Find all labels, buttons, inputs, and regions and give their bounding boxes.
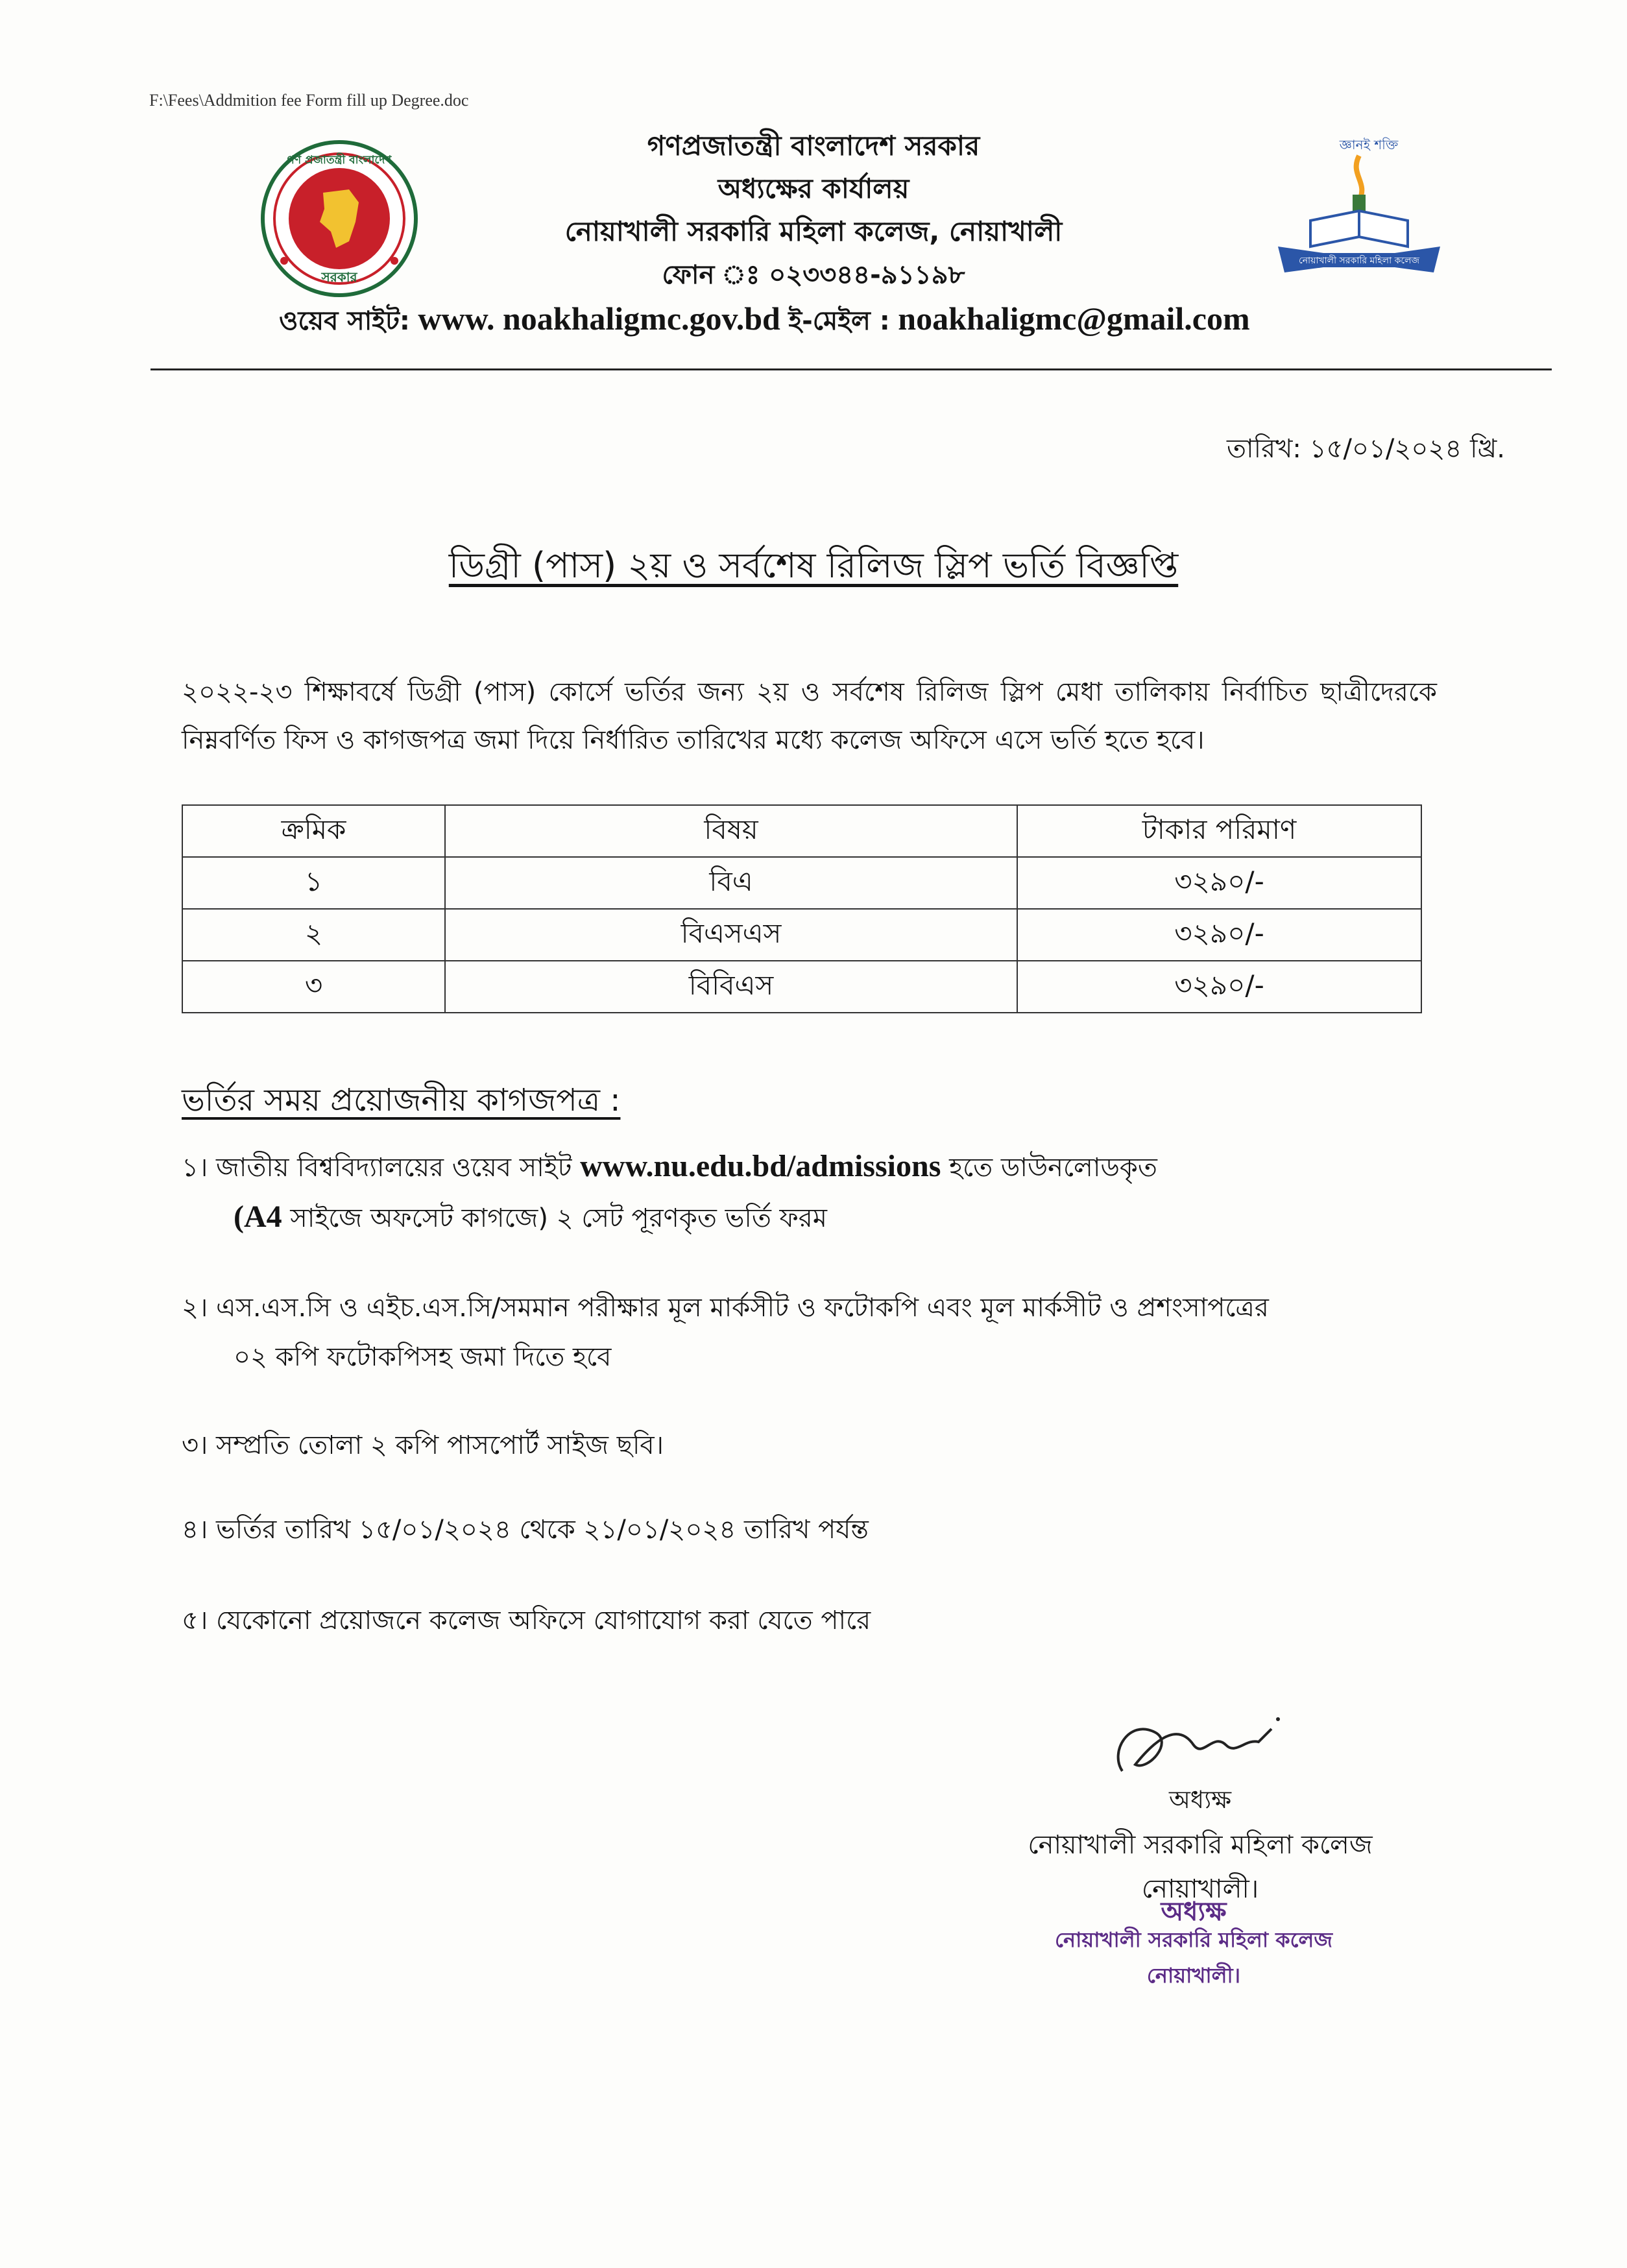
serial-cell: ৩ <box>182 961 445 1013</box>
subject-cell: বিবিএস <box>445 961 1017 1013</box>
item-text: ভর্তির তারিখ ১৫/০১/২০২৪ থেকে ২১/০১/২০২৪ তারিখ পর্যন্ত <box>215 1515 869 1545</box>
amount-cell: ৩২৯০/- <box>1017 909 1421 961</box>
svg-text:সরকার: সরকার <box>321 269 357 285</box>
signatory-place: নোয়াখালী। <box>1141 1874 1259 1904</box>
subject-cell: বিএ <box>445 857 1017 909</box>
signatory-title: অধ্যক্ষ <box>1168 1785 1231 1814</box>
item-continuation: ০২ কপি ফটোকপিসহ জমা দিতে হবে <box>234 1342 612 1372</box>
notice-title-text: ডিগ্রী (পাস) ২য় ও সর্বশেষ রিলিজ স্লিপ ভর্তি বিজ্ঞপ্তি <box>448 545 1179 586</box>
svg-text:গণ প্রজাতন্ত্রী বাংলাদেশ: গণ প্রজাতন্ত্রী বাংলাদেশ <box>287 154 392 167</box>
col-amount: টাকার পরিমাণ <box>1017 805 1421 857</box>
serial-cell: ১ <box>182 857 445 909</box>
svg-text:নোয়াখালী সরকারি মহিলা কলেজ: নোয়াখালী সরকারি মহিলা কলেজ <box>1299 256 1419 266</box>
stamp-org: নোয়াখালী সরকারি মহিলা কলেজ <box>1055 1927 1332 1952</box>
principal-signature <box>1096 1693 1291 1791</box>
table-row <box>182 909 1421 961</box>
amount-cell: ৩২৯০/- <box>1017 857 1421 909</box>
item-text: জাতীয় বিশ্ববিদ্যালয়ের ওয়েব সাইট <box>215 1153 572 1183</box>
fee-table <box>182 804 1422 1013</box>
table-row <box>182 857 1421 909</box>
website-link[interactable]: www. noakhaligmc.gov.bd <box>418 300 780 337</box>
notice-title <box>0 538 1627 597</box>
table-row <box>182 961 1421 1013</box>
notice-date: তারিখ: ১৫/০১/২০২৪ খ্রি. <box>1227 434 1505 464</box>
item-text: সাইজে অফসেট কাগজে) ২ সেট পূরণকৃত ভর্তি ফরম <box>290 1203 828 1233</box>
contact-line <box>279 300 1250 344</box>
item-text: এস.এস.সি ও এইচ.এস.সি/সমমান পরীক্ষার মূল মার্কসীট ও ফটোকপি এবং মূল মার্কসীট ও প্রশংসাপত্রের <box>216 1293 1269 1323</box>
item-text: সম্প্রতি তোলা ২ কপি পাসপোর্ট সাইজ ছবি। <box>216 1430 664 1460</box>
header-office: অধ্যক্ষের কার্যালয় <box>717 173 910 204</box>
header-college: নোয়াখালী সরকারি মহিলা কলেজ, নোয়াখালী <box>564 215 1063 247</box>
svg-text:জ্ঞানই শক্তি: জ্ঞানই শক্তি <box>1339 137 1399 152</box>
paper-size-text: (A4 <box>234 1200 282 1234</box>
requirement-item-2 <box>182 1283 1479 1382</box>
fee-table-header <box>182 805 1421 857</box>
requirement-item-3 <box>182 1421 1479 1470</box>
col-subject: বিষয় <box>445 805 1017 857</box>
requirements-heading-text: ভর্তির সময় প্রয়োজনীয় কাগজপত্র : <box>182 1082 621 1118</box>
email-label: ই-মেইল : <box>788 306 890 336</box>
header-divider <box>151 368 1552 370</box>
website-label: ওয়েব সাইট: <box>279 306 410 336</box>
item-number: ৪। <box>182 1515 208 1545</box>
requirement-item-4 <box>182 1505 1479 1554</box>
item-number: ১। <box>182 1153 208 1183</box>
stamp-title: অধ্যক্ষ <box>1161 1897 1227 1927</box>
header-government: গণপ্রজাতন্ত্রী বাংলাদেশ সরকার <box>647 130 980 162</box>
requirements-heading <box>182 1077 620 1128</box>
requirement-item-5 <box>182 1596 1479 1645</box>
amount-cell: ৩২৯০/- <box>1017 961 1421 1013</box>
notice-intro: ২০২২-২৩ শিক্ষাবর্ষে ডিগ্রী (পাস) কোর্সে ভর্তির জন্য ২য় ও সর্বশেষ রিলিজ স্লিপ মেধা তালিকায় নির্বাচিত ছাত্রীদেরকে নিম্নবর্ণিত ফিস ও কাগজপত্র জমা দিয়ে নির্ধারিত তারিখের মধ্যে কলেজ অফিসে এসে ভর্তি হতে হবে। <box>182 677 1437 755</box>
item-text: যেকোনো প্রয়োজনে কলেজ অফিসে যোগাযোগ করা যেতে পারে <box>215 1606 871 1635</box>
item-number: ৫। <box>182 1606 208 1635</box>
file-path: F:\Fees\Addmition fee Form fill up Degree.doc <box>149 91 469 110</box>
item-number: ৩। <box>182 1430 208 1460</box>
item-continuation <box>182 1192 1479 1243</box>
col-serial: ক্রমিক <box>182 805 445 857</box>
subject-cell: বিএসএস <box>445 909 1017 961</box>
serial-cell: ২ <box>182 909 445 961</box>
nu-admissions-link[interactable]: www.nu.edu.bd/admissions <box>580 1149 941 1183</box>
signatory-org: নোয়াখালী সরকারি মহিলা কলেজ <box>1028 1830 1373 1860</box>
header-phone: ফোন ঃ ০২৩৩৪৪-৯১১৯৮ <box>662 260 965 290</box>
item-number: ২। <box>182 1293 208 1323</box>
requirement-item-1 <box>182 1142 1479 1243</box>
item-text: হতে ডাউনলোডকৃত <box>949 1153 1157 1183</box>
stamp-place: নোয়াখালী। <box>1146 1963 1241 1988</box>
email-link[interactable]: noakhaligmc@gmail.com <box>898 300 1250 337</box>
